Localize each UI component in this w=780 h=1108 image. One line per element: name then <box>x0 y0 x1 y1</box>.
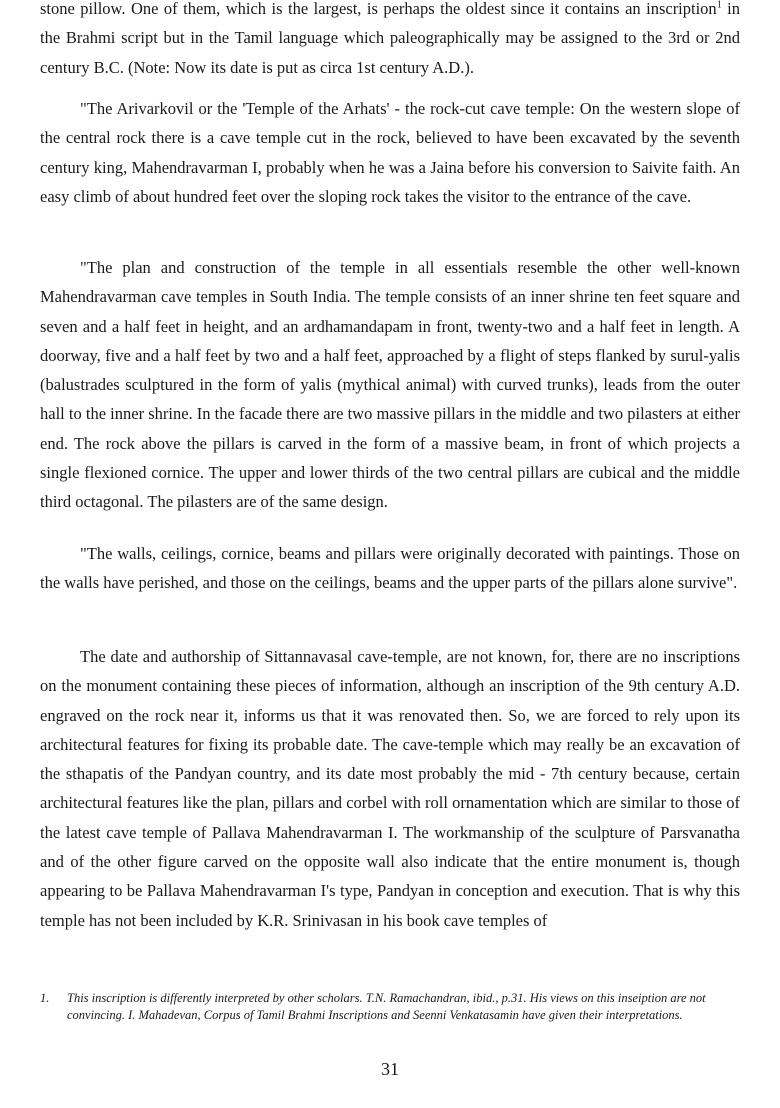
footnote-text: This inscription is differently interpreted by other scholars. T.N. Ramachandran, ibid., p.31. His views on this inseiption are not convincing. I. Mahadevan, Corpus of Tamil Brahmi Inscriptions and Seenni Venkatasamin have given their interpretations. <box>67 991 706 1022</box>
paragraph-plan-construction-quote: "The plan and construction of the temple in all essentials resemble the other well-known Mahendravarman cave temples in South India. The temple consists of an inner shrine ten feet square and seven and a half feet in height, and an ardhamandapam in front, twenty-two and a half feet in length. A doorway, five and a half feet by two and a half feet, approached by a flight of steps flanked by surul-yalis (balustrades sculptured in the form of yalis (mythical animal) with curved trunks), leads from the outer hall to the inner shrine. In the facade there are two massive pillars in the middle and two pilasters at either end. The rock above the pillars is carved in the form of a massive beam, in front of which projects a single flexioned cornice. The upper and lower thirds of the two central pillars are cubical and the middle third octagonal. The pilasters are of the same design. <box>40 258 740 512</box>
page-number: 31 <box>381 1059 399 1079</box>
footnote <box>40 990 740 1023</box>
footnote-reference: 1 <box>716 0 722 11</box>
paragraph-text: stone pillow. One of them, which is the largest, is perhaps the oldest since it contains an inscription <box>40 0 717 18</box>
footnote-marker: 1. <box>40 991 50 1005</box>
paragraph-text: in the Brahmi script but in the Tamil language which paleographically may be assigned to the 3rd or 2nd century B.C. (Note: Now its date is put as circa 1st century A.D.). <box>40 0 740 77</box>
paragraph-continued <box>40 0 740 82</box>
paragraph-arivarkovil-quote: "The Arivarkovil or the 'Temple of the Arhats' - the rock-cut cave temple: On the western slope of the central rock there is a cave temple cut in the rock, believed to have been excavated by the seventh century king, Mahendravarman I, probably when he was a Jaina before his conversion to Saivite faith. An easy climb of about hundred feet over the sloping rock takes the visitor to the entrance of the cave. <box>40 99 740 206</box>
paragraph-date-authorship: The date and authorship of Sittannavasal cave-temple, are not known, for, there are no inscriptions on the monument containing these pieces of information, although an inscription of the 9th century A.D. engraved on the rock near it, informs us that it was renovated then. So, we are forced to rely upon its architectural features for fixing its probable date. The cave-temple which may really be an excavation of the sthapatis of the Pandyan country, and its date most probably the mid - 7th century because, certain architectural features like the plan, pillars and corbel with roll ornamentation which are similar to those of the latest cave temple of Pallava Mahendravarman I. The workmanship of the sculpture of Parsvanatha and of the other figure carved on the opposite wall also indicate that the entire monument is, though appearing to be Pallava Mahendravarman I's type, Pandyan in conception and execution. That is why this temple has not been included by K.R. Srinivasan in his book cave temples of <box>40 647 740 930</box>
paragraph-paintings-quote: "The walls, ceilings, cornice, beams and pillars were originally decorated with paintings. Those on the walls have perished, and those on the ceilings, beams and the upper parts of the pillars alone survive". <box>40 544 740 593</box>
